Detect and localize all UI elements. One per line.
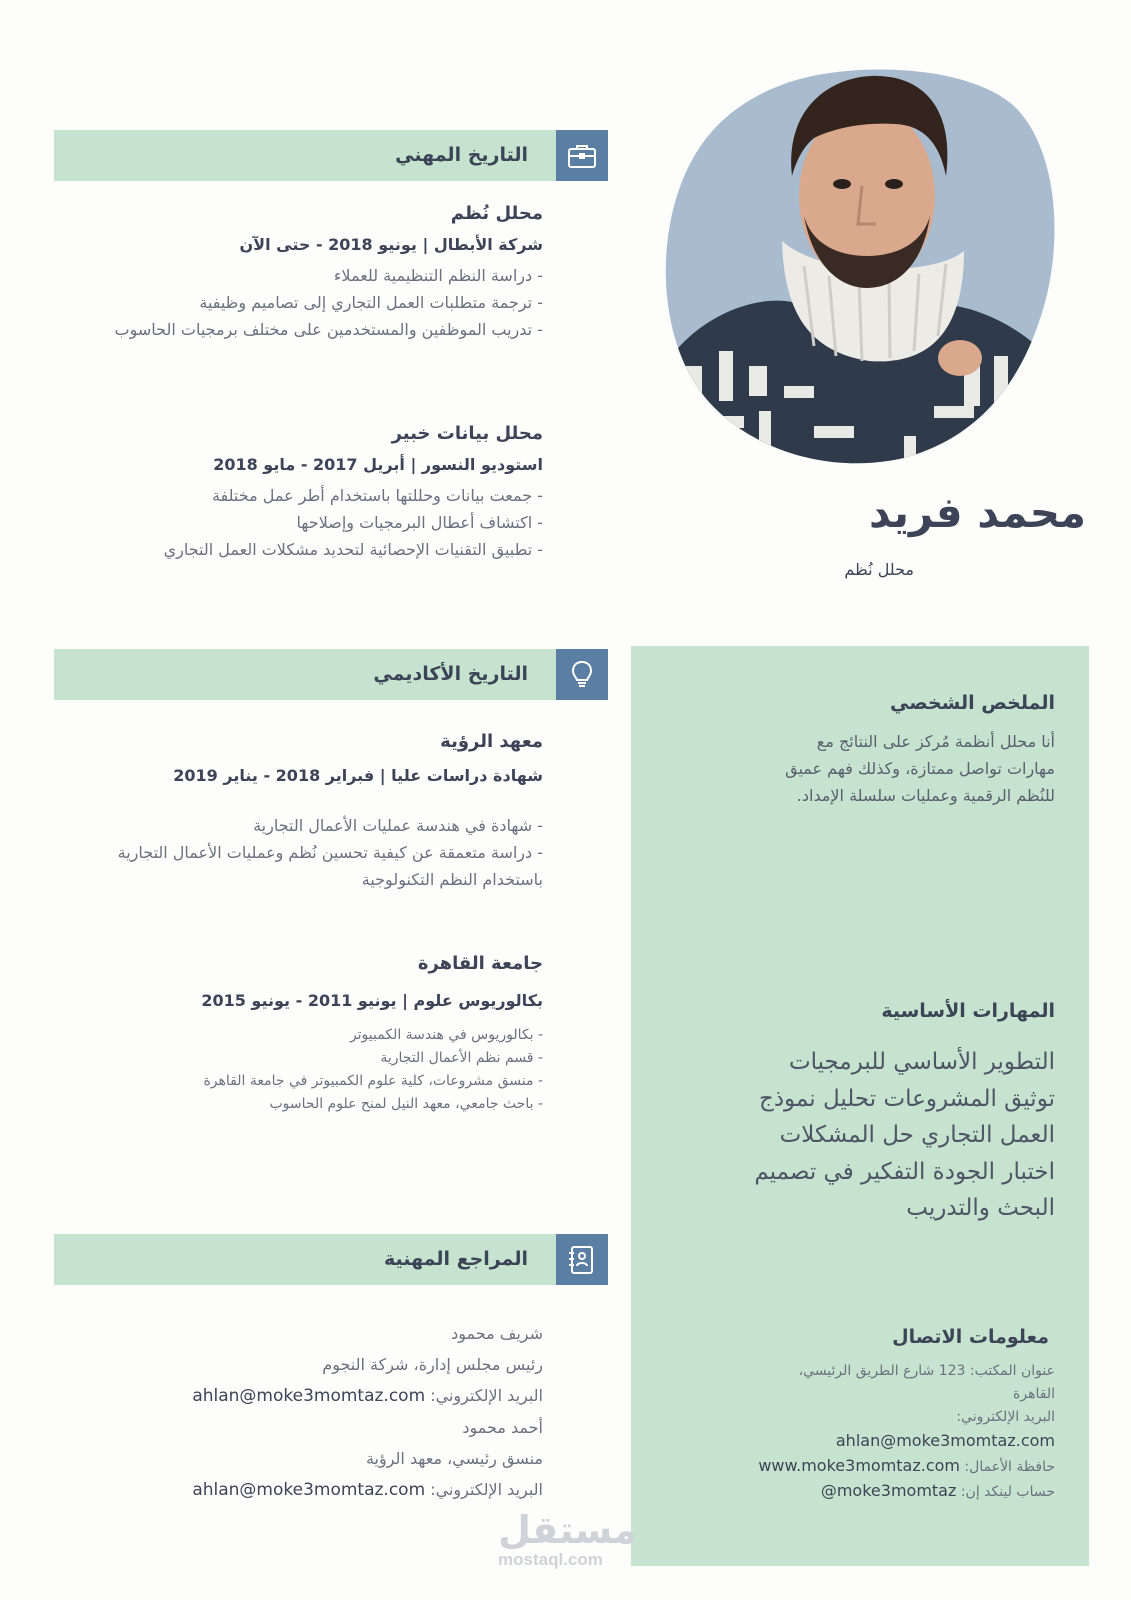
contact-linkedin-label: حساب لينكد إن: [960, 1484, 1055, 1500]
reference-position: منسق رئيسي، معهد الرؤية [365, 1449, 543, 1468]
job-subtitle: استوديو النسور | أبريل 2017 - مايو 2018 [213, 455, 543, 474]
profile-photo [664, 66, 1056, 464]
contact-portfolio-row [695, 1454, 1055, 1479]
reference-email-label: البريد الإلكتروني: [430, 1480, 543, 1499]
career-header [54, 130, 608, 181]
job-bullet: - تدريب الموظفين والمستخدمين على مختلف برمجيات الحاسوب [114, 320, 543, 339]
summary-section [675, 692, 1055, 809]
job-bullet: - تطبيق التقنيات الإحصائية لتحديد مشكلات العمل التجاري [163, 540, 543, 559]
skill-line: البحث والتدريب [906, 1195, 1055, 1221]
job-bullet: - جمعت بيانات وحللتها باستخدام أطر عمل مختلفة [211, 486, 543, 505]
contact-email-label: البريد الإلكتروني: [956, 1409, 1055, 1425]
education-title: معهد الرؤية [440, 731, 543, 752]
skills-section [655, 1000, 1055, 1227]
career-title: التاريخ المهني [395, 144, 528, 166]
contact-section [695, 1326, 1055, 1504]
person-role: محلل نُظم [844, 560, 914, 579]
reference-entry [63, 1318, 543, 1506]
reference-email[interactable]: ahlan@moke3momtaz.com [192, 1386, 426, 1406]
summary-line: للنُظم الرقمية وعمليات سلسلة الإمداد. [796, 786, 1055, 805]
education-title: جامعة القاهرة [417, 953, 543, 974]
job-bullet: - دراسة النظم التنظيمية للعملاء [333, 266, 543, 285]
job-entry [43, 420, 543, 563]
person-name: محمد فريد [869, 488, 1086, 537]
reference-email-row [63, 1380, 543, 1412]
education-bullet: - بكالوريوس في هندسة الكمبيوتر [349, 1027, 543, 1043]
watermark-logo: مستقل [498, 1508, 637, 1552]
education-subtitle: شهادة دراسات عليا | فبراير 2018 - يناير 2019 [173, 766, 543, 785]
lightbulb-icon [556, 649, 608, 700]
job-bullet: - اكتشاف أعطال البرمجيات وإصلاحها [296, 513, 543, 532]
contact-title: معلومات الاتصال [892, 1326, 1049, 1348]
briefcase-icon [556, 130, 608, 181]
education-bullet: - دراسة متعمقة عن كيفية تحسين نُظم وعمليات الأعمال التجارية [117, 843, 543, 862]
reference-name: أحمد محمود [462, 1418, 543, 1437]
contact-linkedin[interactable]: @moke3momtaz [820, 1481, 957, 1500]
contact-linkedin-row [695, 1479, 1055, 1504]
contact-card-icon [556, 1234, 608, 1285]
reference-email-label: البريد الإلكتروني: [430, 1386, 543, 1405]
education-bullet: - منسق مشروعات، كلية علوم الكمبيوتر في جامعة القاهرة [203, 1073, 543, 1089]
summary-line: مهارات تواصل ممتازة، وكذلك فهم عميق [785, 759, 1055, 778]
academic-header [54, 649, 608, 700]
academic-title: التاريخ الأكاديمي [373, 663, 528, 685]
education-subtitle: بكالوريوس علوم | يونيو 2011 - يونيو 2015 [201, 991, 543, 1010]
education-bullet: - باحث جامعي، معهد النيل لمنح علوم الحاسوب [269, 1096, 543, 1112]
skill-line: العمل التجاري حل المشكلات [779, 1122, 1055, 1148]
watermark-site: mostaql.com [498, 1550, 603, 1569]
references-header [54, 1234, 608, 1285]
contact-portfolio[interactable]: www.moke3momtaz.com [758, 1456, 961, 1475]
education-bullet: باستخدام النظم التكنولوجية [361, 870, 543, 889]
contact-address-city: القاهرة [1013, 1386, 1055, 1402]
summary-title: الملخص الشخصي [890, 692, 1055, 714]
watermark [498, 1510, 637, 1570]
job-title: محلل نُظم [450, 203, 543, 224]
contact-address: عنوان المكتب: 123 شارع الطريق الرئيسي، [798, 1363, 1055, 1379]
reference-position: رئيس مجلس إدارة، شركة النجوم [322, 1355, 543, 1374]
skills-title: المهارات الأساسية [881, 1000, 1055, 1022]
summary-line: أنا محلل أنظمة مُركز على النتائج مع [816, 732, 1055, 751]
reference-email-row [63, 1474, 543, 1506]
education-bullet: - شهادة في هندسة عمليات الأعمال التجارية [253, 816, 543, 835]
contact-email[interactable]: ahlan@moke3momtaz.com [835, 1431, 1055, 1450]
skill-line: اختبار الجودة التفكير في تصميم [754, 1158, 1055, 1185]
job-bullet: - ترجمة متطلبات العمل التجاري إلى تصاميم وظيفية [199, 293, 543, 312]
references-title: المراجع المهنية [384, 1248, 528, 1270]
reference-name: شريف محمود [451, 1324, 543, 1343]
job-entry [43, 200, 543, 343]
job-subtitle: شركة الأبطال | يونيو 2018 - حتى الآن [239, 235, 543, 254]
skill-line: التطوير الأساسي للبرمجيات [788, 1049, 1055, 1075]
contact-portfolio-label: حافظة الأعمال: [964, 1459, 1055, 1475]
job-title: محلل بيانات خبير [391, 423, 543, 444]
skill-line: توثيق المشروعات تحليل نموذج [758, 1085, 1055, 1112]
reference-email[interactable]: ahlan@moke3momtaz.com [192, 1480, 426, 1500]
education-bullet: - قسم نظم الأعمال التجارية [380, 1050, 543, 1066]
education-entry [23, 950, 543, 1116]
education-entry [23, 728, 543, 893]
